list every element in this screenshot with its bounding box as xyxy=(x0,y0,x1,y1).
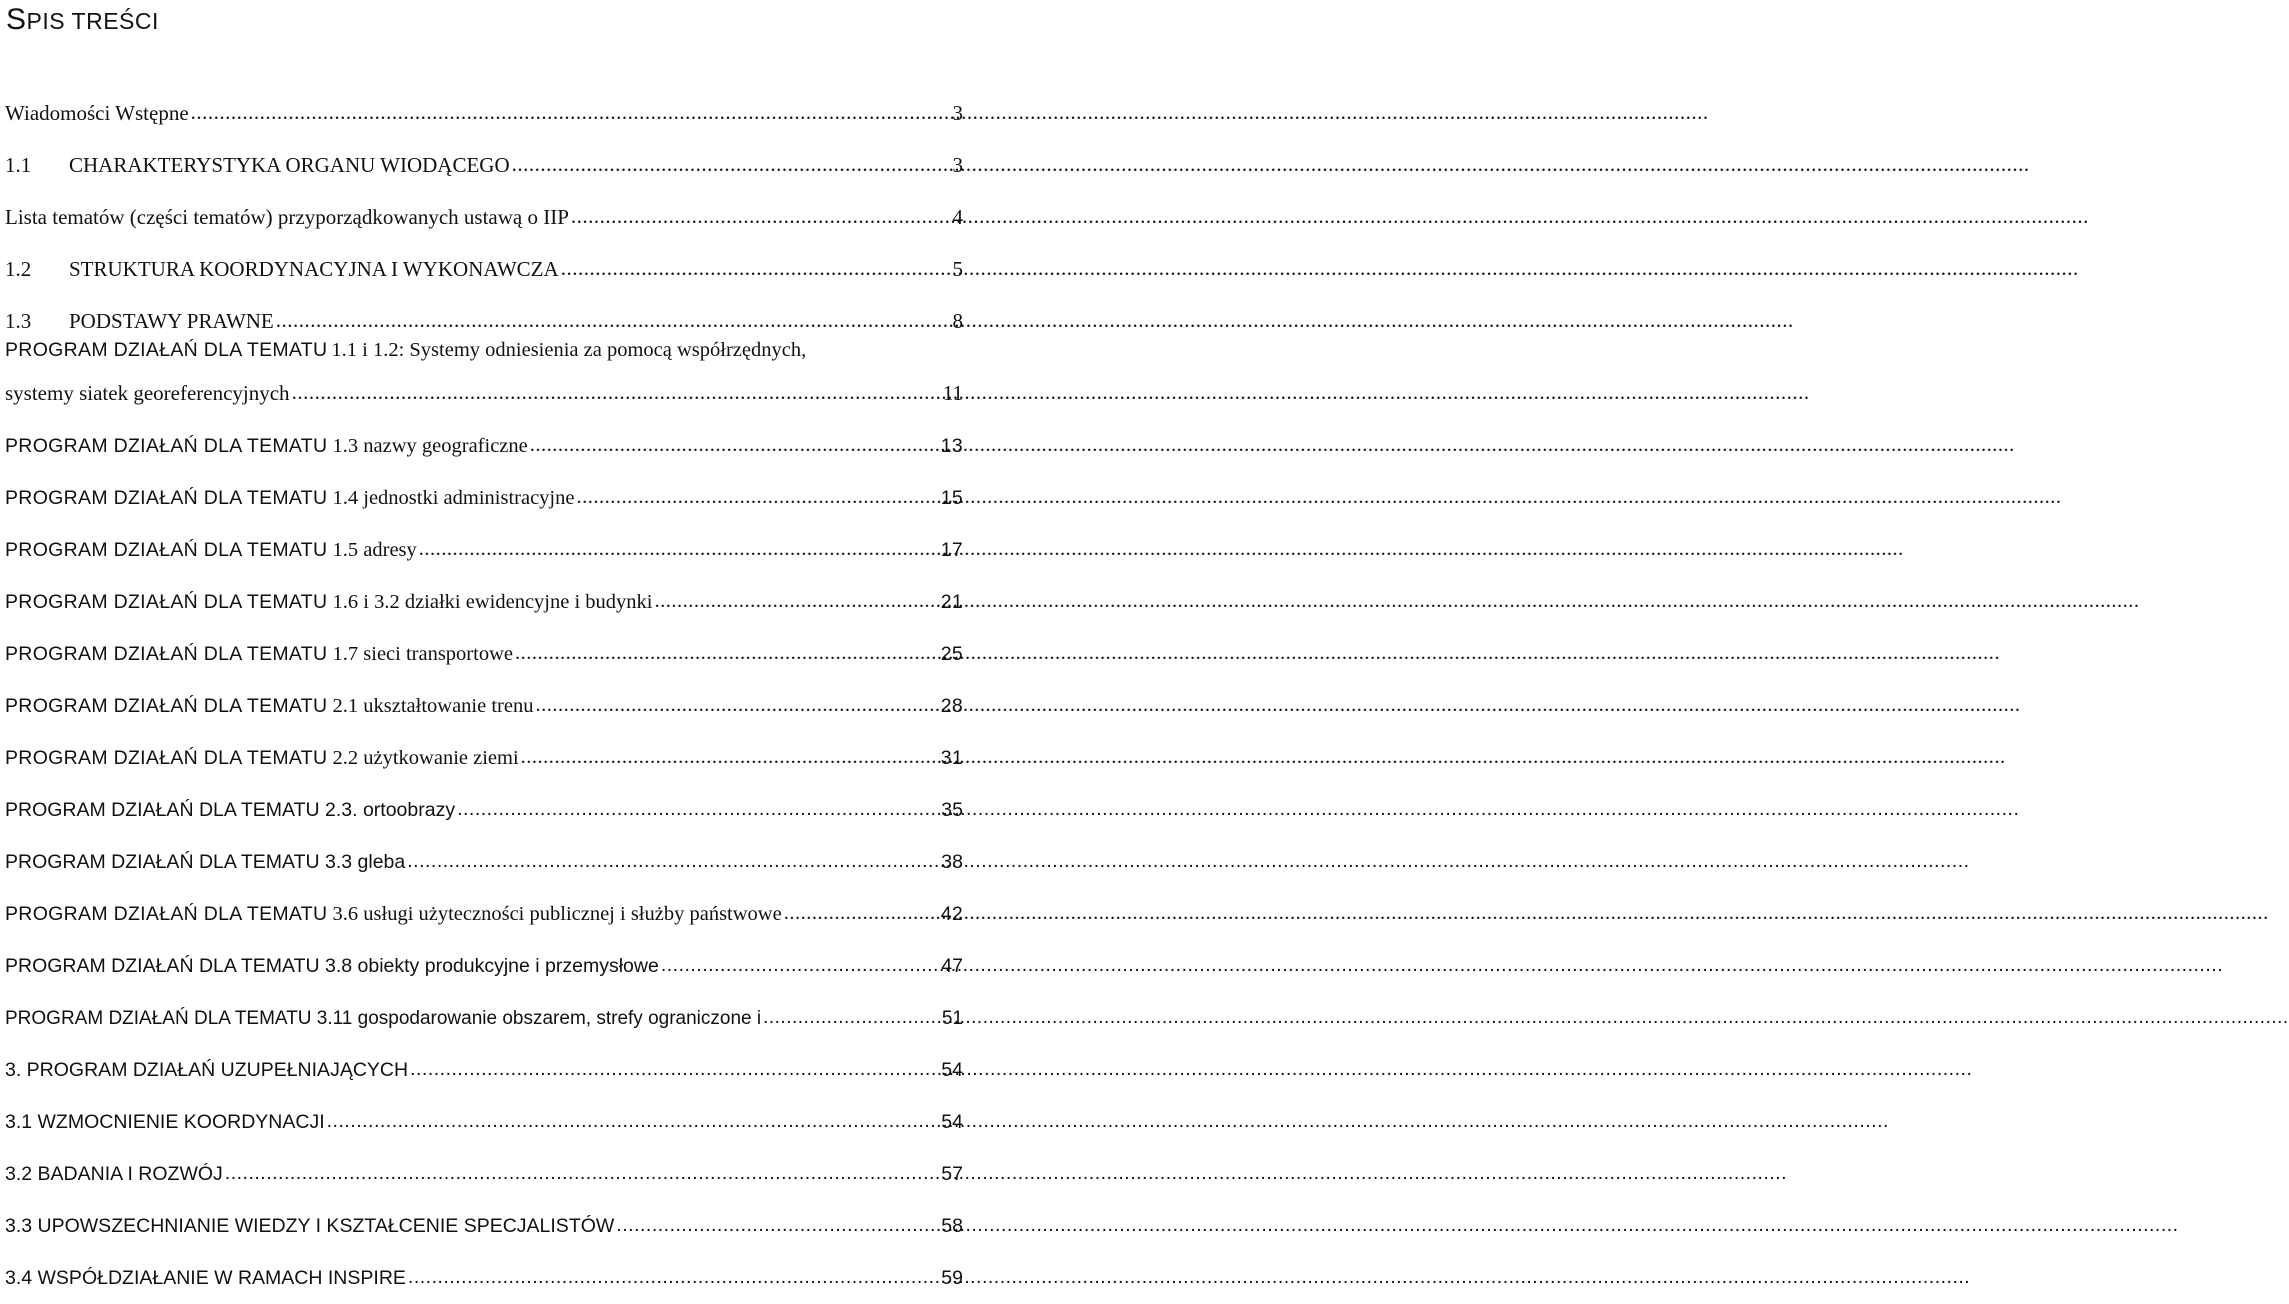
dot-leader xyxy=(419,542,940,563)
toc-entry[interactable] xyxy=(5,630,963,666)
toc-entry[interactable] xyxy=(5,890,963,926)
toc-entry-number: 1.2 xyxy=(5,257,32,281)
dot-leader xyxy=(191,105,952,126)
dot-leader xyxy=(327,1115,941,1135)
toc-entry-caps: PROGRAM DZIAŁAŃ DLA TEMATU xyxy=(5,339,328,361)
toc-entry-label: 1.1 i 1.2: Systemy odniesienia za pomocą współrzędnych, xyxy=(331,339,807,361)
toc-entry-page: 51 xyxy=(941,1008,963,1029)
toc-entry-number: 1.1 xyxy=(5,153,32,177)
toc-entry-label: 1.6 i 3.2 działki ewidencyjne i budynki xyxy=(332,591,653,613)
toc-entry-page: 31 xyxy=(940,747,963,769)
toc-entry[interactable] xyxy=(5,422,963,458)
dot-leader xyxy=(410,1063,940,1083)
toc-entry-page: 8 xyxy=(952,309,963,333)
toc-entry-page: 17 xyxy=(940,539,963,561)
dot-leader xyxy=(561,261,952,282)
toc-entry[interactable] xyxy=(5,526,963,562)
toc-entry[interactable] xyxy=(5,246,963,282)
toc-entry-page: 15 xyxy=(940,487,963,509)
dot-leader xyxy=(763,1011,941,1030)
toc-entry-label: PROGRAM DZIAŁAŃ DLA TEMATU 3.11 gospodarowanie obszarem, strefy ograniczone i xyxy=(5,1008,762,1029)
toc-entry[interactable] xyxy=(5,734,963,770)
toc-entry-label: 2.2 użytkowanie ziemi xyxy=(332,747,519,769)
toc-entry-label: 3.2 BADANIA I ROZWÓJ xyxy=(5,1163,223,1185)
toc-entry[interactable] xyxy=(5,578,963,614)
dot-leader xyxy=(521,750,940,771)
toc-entry-caps: PROGRAM DZIAŁAŃ DLA TEMATU xyxy=(5,695,328,717)
dot-leader xyxy=(407,855,940,875)
toc-entry[interactable] xyxy=(5,474,963,510)
toc-entry-page: 13 xyxy=(940,435,963,457)
toc-entry-number: 1.3 xyxy=(5,309,32,333)
toc-heading-initial: S xyxy=(6,3,27,36)
dot-leader xyxy=(225,1167,941,1187)
toc-entry[interactable] xyxy=(5,1046,963,1082)
toc-entry-page: 4 xyxy=(952,205,963,229)
toc-entry[interactable] xyxy=(5,682,963,718)
toc-entry-caps: PROGRAM DZIAŁAŃ DLA TEMATU xyxy=(5,903,328,925)
dot-leader xyxy=(408,1271,940,1291)
toc-entry[interactable] xyxy=(5,90,963,126)
toc-entry-caps: PROGRAM DZIAŁAŃ DLA TEMATU xyxy=(5,591,328,613)
toc-entry-caps: PROGRAM DZIAŁAŃ DLA TEMATU xyxy=(5,539,328,561)
toc-entry-page: 54 xyxy=(941,1111,963,1133)
toc-entry-label: CHARAKTERYSTYKA ORGANU WIODĄCEGO xyxy=(69,153,510,177)
toc-entry-label: 3.1 WZMOCNIENIE KOORDYNACJI xyxy=(5,1111,325,1133)
toc-entry[interactable] xyxy=(5,994,963,1030)
dot-leader xyxy=(576,490,939,511)
toc-entry[interactable] xyxy=(5,1254,963,1290)
dot-leader xyxy=(535,698,939,719)
toc-entry-line1[interactable] xyxy=(5,326,963,362)
toc-entry-label: Wiadomości Wstępne xyxy=(5,101,189,125)
toc-entry-label: PROGRAM DZIAŁAŃ DLA TEMATU 3.8 obiekty produkcyjne i przemysłowe xyxy=(5,955,659,977)
toc-entry[interactable] xyxy=(5,1098,963,1134)
dot-leader xyxy=(515,646,940,667)
toc-entry-page: 58 xyxy=(941,1215,963,1237)
toc-entry-caps: PROGRAM DZIAŁAŃ DLA TEMATU xyxy=(5,435,328,457)
toc-entry-page: 38 xyxy=(941,851,963,873)
toc-entry-label: 1.7 sieci transportowe xyxy=(332,643,513,665)
dot-leader xyxy=(616,1219,940,1239)
toc-entry-label: 1.5 adresy xyxy=(332,539,417,561)
toc-entry[interactable] xyxy=(5,838,963,874)
dot-leader xyxy=(457,803,940,823)
dot-leader xyxy=(512,157,952,178)
toc-heading-rest: PIS TREŚCI xyxy=(26,8,159,34)
toc-entry-label: 3.4 WSPÓŁDZIAŁANIE W RAMACH INSPIRE xyxy=(5,1267,406,1289)
toc-entry[interactable] xyxy=(5,142,963,178)
dot-leader xyxy=(661,959,940,979)
toc-entry-page: 42 xyxy=(940,903,963,925)
toc-entry-label: 3. PROGRAM DZIAŁAŃ UZUPEŁNIAJĄCYCH xyxy=(5,1059,409,1081)
toc-entry-page: 35 xyxy=(941,799,963,821)
toc-entry-label: PODSTAWY PRAWNE xyxy=(69,309,274,333)
toc-entry-label: 2.1 ukształtowanie trenu xyxy=(332,695,534,717)
toc-entry-page: 3 xyxy=(952,153,963,177)
toc-entry-label: 1.3 nazwy geograficzne xyxy=(332,435,528,457)
toc-entry[interactable] xyxy=(5,942,963,978)
toc-entry-caps: PROGRAM DZIAŁAŃ DLA TEMATU xyxy=(5,643,328,665)
toc-entry-label: STRUKTURA KOORDYNACYJNA I WYKONAWCZA xyxy=(69,257,559,281)
toc-page xyxy=(0,0,963,1304)
toc-entry-page: 47 xyxy=(941,955,963,977)
toc-entry-label-cont: systemy siatek georeferencyjnych xyxy=(5,381,290,405)
toc-entry-label: 3.6 usługi użyteczności publicznej i służby państwowe xyxy=(332,903,782,925)
toc-entry-page: 59 xyxy=(941,1267,963,1289)
toc-entry-caps: PROGRAM DZIAŁAŃ DLA TEMATU xyxy=(5,747,328,769)
dot-leader xyxy=(571,209,952,230)
toc-entry-page: 21 xyxy=(940,591,963,613)
toc-entry-page: 25 xyxy=(940,643,963,665)
dot-leader xyxy=(530,438,940,459)
toc-entry-page: 3 xyxy=(952,101,963,125)
dot-leader xyxy=(292,385,942,406)
toc-entry-label: 1.4 jednostki administracyjne xyxy=(332,487,575,509)
toc-entry-label: 3.3 UPOWSZECHNIANIE WIEDZY I KSZTAŁCENIE SPECJALISTÓW xyxy=(5,1215,615,1237)
dot-leader xyxy=(784,906,940,927)
toc-heading xyxy=(6,0,159,41)
toc-entry-page: 54 xyxy=(941,1059,963,1081)
dot-leader xyxy=(654,594,939,615)
toc-entry[interactable] xyxy=(5,1202,963,1238)
toc-entry-page: 11 xyxy=(942,381,963,405)
toc-entry-label: Lista tematów (części tematów) przyporządkowanych ustawą o IIP xyxy=(5,205,569,229)
toc-entry[interactable] xyxy=(5,370,963,406)
toc-entry-page: 57 xyxy=(941,1163,963,1185)
toc-entry-caps: PROGRAM DZIAŁAŃ DLA TEMATU xyxy=(5,487,328,509)
toc-entry[interactable] xyxy=(5,786,963,822)
toc-entry-page: 28 xyxy=(940,695,963,717)
toc-entry-label: PROGRAM DZIAŁAŃ DLA TEMATU 3.3 gleba xyxy=(5,851,406,873)
toc-entry[interactable] xyxy=(5,1150,963,1186)
toc-entry[interactable] xyxy=(5,194,963,230)
toc-entry-label: PROGRAM DZIAŁAŃ DLA TEMATU 2.3. ortoobrazy xyxy=(5,799,456,821)
toc-entry-page: 5 xyxy=(952,257,963,281)
